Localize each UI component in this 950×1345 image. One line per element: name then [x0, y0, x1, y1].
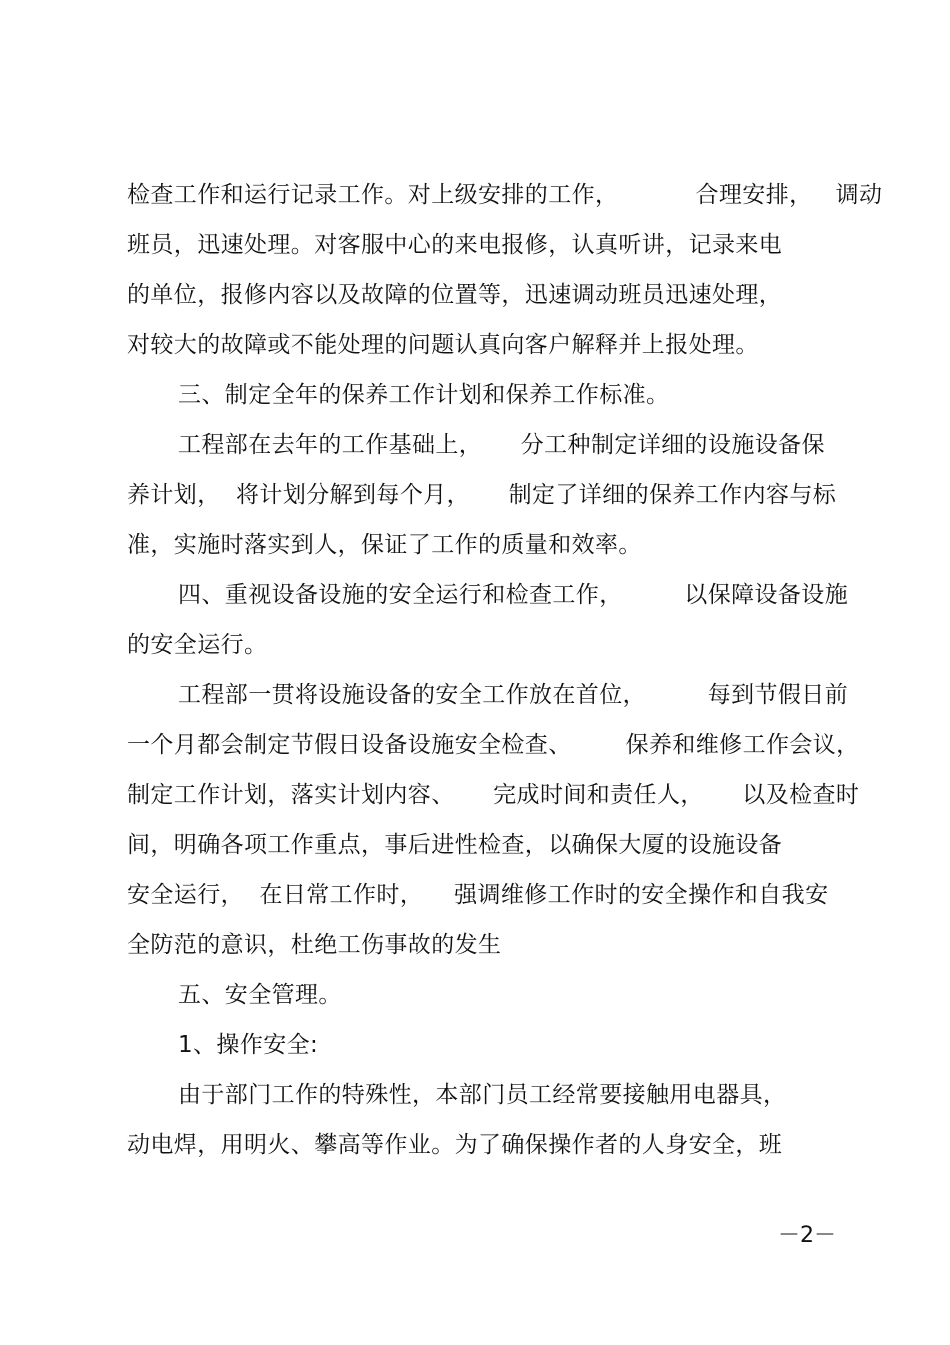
text-line-8: 准，实施时落实到人，保证了工作的质量和效率。 — [127, 532, 642, 558]
text-line-12: 一个月都会制定节假日设备设施安全检查、 保养和维修工作会议， — [127, 732, 860, 758]
subsection-heading-1: 1、操作安全: — [178, 1032, 319, 1058]
text-line-16: 全防范的意识，杜绝工伤事故的发生 — [127, 932, 502, 958]
section-heading-3: 三、制定全年的保养工作计划和保养工作标准。 — [178, 382, 670, 408]
text-line-1: 检查工作和运行记录工作。对上级安排的工作， 合理安排， 调动 — [127, 182, 883, 208]
text-line-10: 的安全运行。 — [127, 632, 268, 658]
text-line-13: 制定工作计划，落实计划内容、 完成时间和责任人， 以及检查时 — [127, 782, 860, 808]
text-line-7: 养计划， 将计划分解到每个月， 制定了详细的保养工作内容与标 — [127, 482, 837, 508]
text-line-19: 由于部门工作的特殊性，本部门员工经常要接触用电器具， — [178, 1082, 787, 1108]
text-line-2: 班员，迅速处理。对客服中心的来电报修，认真听讲，记录来电 — [127, 232, 783, 258]
text-line-15: 安全运行， 在日常工作时， 强调维修工作时的安全操作和自我安 — [127, 882, 829, 908]
section-heading-4: 四、重视设备设施的安全运行和检查工作， 以保障设备设施 — [178, 582, 849, 608]
text-line-3: 的单位，报修内容以及故障的位置等，迅速调动班员迅速处理， — [127, 282, 783, 308]
text-line-6: 工程部在去年的工作基础上， 分工种制定详细的设施设备保 — [178, 432, 825, 458]
text-line-14: 间，明确各项工作重点，事后进性检查，以确保大厦的设施设备 — [127, 832, 783, 858]
text-line-4: 对较大的故障或不能处理的问题认真向客户解释并上报处理。 — [127, 332, 759, 358]
text-line-20: 动电焊，用明火、攀高等作业。为了确保操作者的人身安全，班 — [127, 1132, 783, 1158]
page-number: －2－ — [778, 1223, 836, 1248]
text-line-11: 工程部一贯将设施设备的安全工作放在首位， 每到节假日前 — [178, 682, 849, 708]
section-heading-5: 五、安全管理。 — [178, 982, 342, 1008]
